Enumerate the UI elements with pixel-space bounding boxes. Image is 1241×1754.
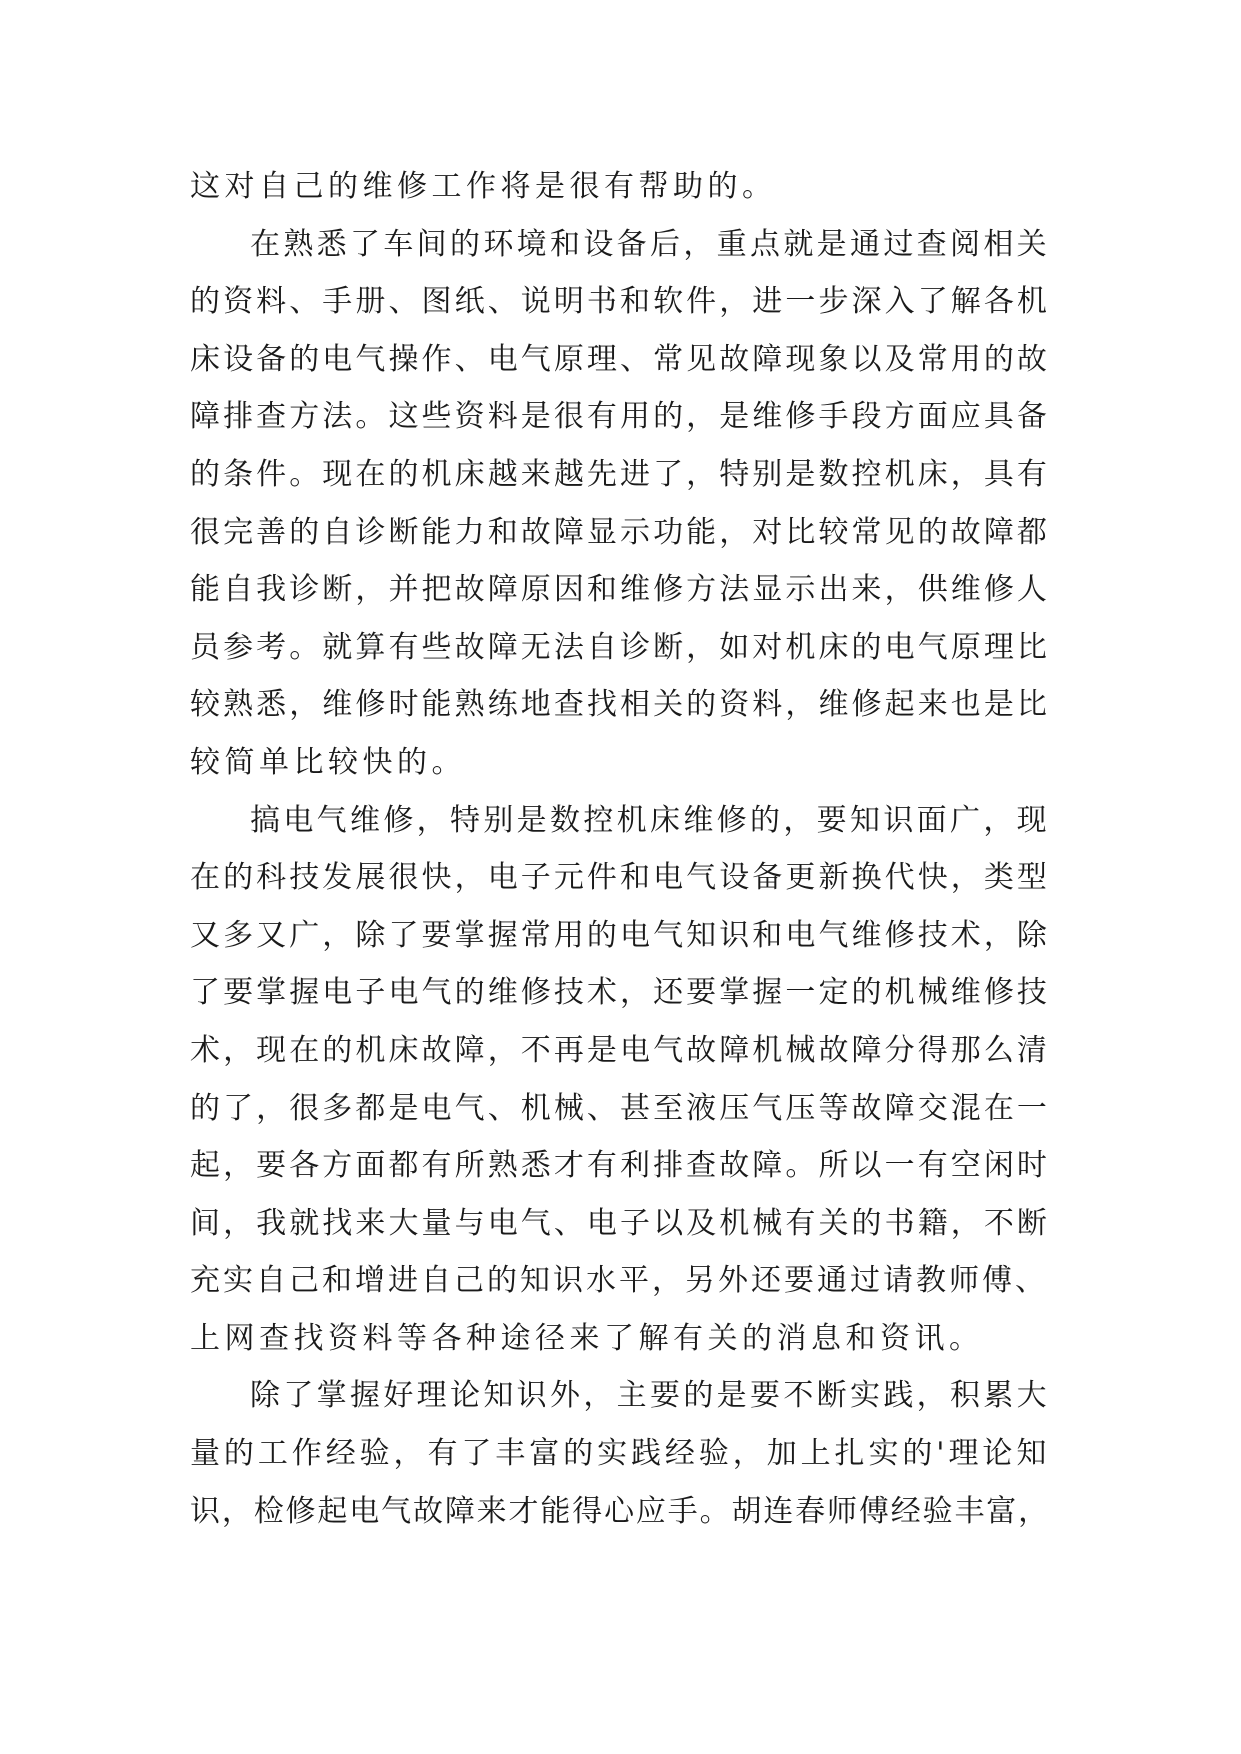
text-line: 量的工作经验，有了丰富的实践经验，加上扎实的'理论知 bbox=[190, 1436, 1051, 1472]
text-line: 这对自己的维修工作将是很有帮助的。 bbox=[190, 169, 777, 204]
text-line: 搞电气维修，特别是数控机床维修的，要知识面广，现 bbox=[250, 802, 1050, 838]
text-line: 的资料、手册、图纸、说明书和软件，进一步深入了解各机 bbox=[190, 284, 1050, 320]
text-line: 的了，很多都是电气、机械、甚至液压气压等故障交混在一 bbox=[190, 1090, 1050, 1126]
text-line: 很完善的自诊断能力和故障显示功能，对比较常见的故障都 bbox=[190, 514, 1050, 550]
text-line: 上网查找资料等各种途径来了解有关的消息和资讯。 bbox=[190, 1320, 984, 1356]
text-line: 充实自己和增进自己的知识水平，另外还要通过请教师傅、 bbox=[190, 1263, 1048, 1299]
text-line: 除了掌握好理论知识外，主要的是要不断实践，积累大 bbox=[250, 1378, 1050, 1414]
body-text bbox=[190, 158, 1050, 1540]
text-line: 障排查方法。这些资料是很有用的，是维修手段方面应具备 bbox=[190, 399, 1050, 435]
text-line: 床设备的电气操作、电气原理、常见故障现象以及常用的故 bbox=[190, 341, 1050, 377]
text-line: 能自我诊断，并把故障原因和维修方法显示出来，供维修人 bbox=[190, 572, 1050, 608]
text-line: 员参考。就算有些故障无法自诊断，如对机床的电气原理比 bbox=[190, 629, 1050, 665]
text-line: 起，要各方面都有所熟悉才有利排查故障。所以一有空闲时 bbox=[190, 1148, 1050, 1184]
text-line: 在熟悉了车间的环境和设备后，重点就是通过查阅相关 bbox=[250, 226, 1050, 262]
text-line: 识，检修起电气故障来才能得心应手。胡连春师傅经验丰富， bbox=[190, 1493, 1050, 1529]
text-line: 又多又广，除了要掌握常用的电气知识和电气维修技术，除 bbox=[190, 917, 1050, 953]
text-line: 在的科技发展很快，电子元件和电气设备更新换代快，类型 bbox=[190, 860, 1050, 896]
text-line: 较熟悉，维修时能熟练地查找相关的资料，维修起来也是比 bbox=[190, 687, 1050, 723]
text-line: 的条件。现在的机床越来越先进了，特别是数控机床，具有 bbox=[190, 456, 1050, 492]
text-line: 较简单比较快的。 bbox=[190, 744, 466, 780]
text-line: 了要掌握电子电气的维修技术，还要掌握一定的机械维修技 bbox=[190, 975, 1050, 1011]
text-line: 术，现在的机床故障，不再是电气故障机械故障分得那么清 bbox=[190, 1032, 1050, 1068]
text-line: 间，我就找来大量与电气、电子以及机械有关的书籍，不断 bbox=[190, 1205, 1050, 1241]
